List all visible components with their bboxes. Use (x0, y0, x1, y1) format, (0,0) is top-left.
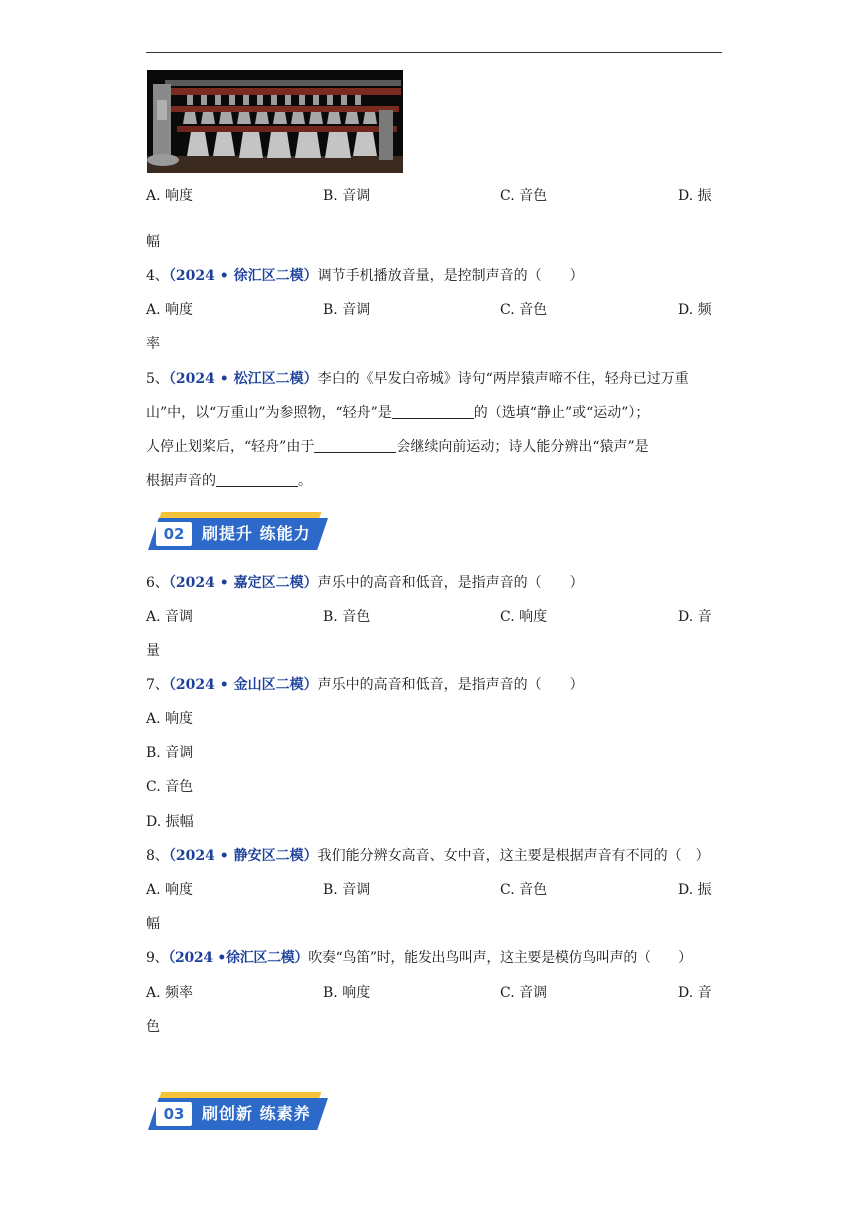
q4-source: （2024 • 徐汇区二模） (168, 268, 318, 284)
q8-stem (146, 846, 710, 866)
q8-option-a: A. 响度 (146, 882, 194, 898)
q3-option-d: D. 振 (678, 188, 712, 204)
q9-option-c: C. 音调 (500, 985, 548, 1001)
answer-blank-1[interactable] (392, 404, 474, 419)
q7-option-c: C. 音色 (146, 779, 194, 795)
q5-text-3b: 会继续向前运动；诗人能分辨出“猿声”是 (396, 439, 649, 455)
q3-option-d-wrap: 幅 (146, 234, 160, 250)
q7-number: 7、 (146, 677, 169, 693)
q8-option-d-wrap: 幅 (146, 916, 160, 932)
q4-text: 调节手机播放音量，是控制声音的（ ） (317, 268, 584, 284)
q5-text-3a: 人停止划桨后，“轻舟”由于 (146, 439, 315, 455)
q5-text-4a: 根据声音的 (146, 473, 216, 489)
q5-text-1: 李白的《早发白帝城》诗句“两岸猿声啼不住，轻舟已过万重 (317, 371, 689, 387)
q9-stem (146, 948, 692, 968)
q6-option-c: C. 响度 (500, 609, 548, 625)
q6-number: 6、 (146, 575, 169, 591)
q8-option-b: B. 音调 (323, 882, 371, 898)
q5-number: 5、 (146, 371, 169, 387)
q4-number: 4、 (146, 268, 169, 284)
section-number-badge: 03 (156, 1102, 192, 1126)
q3-option-b: B. 音调 (323, 188, 371, 204)
bianzhong-bells-image (147, 70, 403, 173)
q6-option-a: A. 音调 (146, 609, 194, 625)
q8-option-c: C. 音色 (500, 882, 548, 898)
q6-option-d-wrap: 量 (146, 643, 160, 659)
q9-option-a: A. 频率 (146, 985, 194, 1001)
section-banner-03 (148, 1092, 332, 1134)
q5-text-4b: 。 (298, 473, 312, 489)
q7-option-d: D. 振幅 (146, 814, 194, 830)
q8-number: 8、 (146, 848, 169, 864)
q6-option-d: D. 音 (678, 609, 712, 625)
q7-stem (146, 675, 584, 695)
q8-source: （2024 • 静安区二模） (168, 848, 318, 864)
q6-option-b: B. 音色 (323, 609, 371, 625)
section-banner-02 (148, 512, 332, 554)
q5-text-2a: 山”中，以“万重山”为参照物，“轻舟”是 (146, 405, 392, 421)
q4-option-a: A. 响度 (146, 302, 194, 318)
q5-line-4 (146, 471, 312, 491)
q5-line-1 (146, 369, 689, 389)
q7-option-a: A. 响度 (146, 711, 194, 727)
q9-text: 吹奏“鸟笛”时，能发出鸟叫声，这主要是模仿鸟叫声的（ ） (308, 950, 692, 966)
q9-option-d: D. 音 (678, 985, 712, 1001)
q8-option-d: D. 振 (678, 882, 712, 898)
q4-option-b: B. 音调 (323, 302, 371, 318)
q6-stem (146, 573, 584, 593)
q9-number: 9、 (146, 950, 169, 966)
q4-option-c: C. 音色 (500, 302, 548, 318)
q3-option-c: C. 音色 (500, 188, 548, 204)
q5-line-3 (146, 437, 649, 457)
answer-blank-3[interactable] (216, 472, 298, 487)
q4-option-d: D. 频 (678, 302, 712, 318)
answer-blank-2[interactable] (314, 438, 396, 453)
q4-option-d-wrap: 率 (146, 336, 160, 352)
section-title: 刷提升 练能力 (202, 524, 311, 543)
header-rule (146, 52, 722, 53)
q3-option-a: A. 响度 (146, 188, 194, 204)
section-title: 刷创新 练素养 (202, 1104, 311, 1123)
q6-text: 声乐中的高音和低音，是指声音的（ ） (317, 575, 584, 591)
q9-option-d-wrap: 色 (146, 1019, 160, 1035)
q5-line-2 (146, 403, 649, 423)
q5-text-2b: 的（选填“静止”或“运动”）； (473, 405, 650, 421)
q5-source: （2024 • 松江区二模） (168, 371, 318, 387)
q4-stem (146, 266, 584, 286)
bells-illustration (147, 70, 403, 173)
q7-text: 声乐中的高音和低音，是指声音的（ ） (317, 677, 584, 693)
section-number-badge: 02 (156, 522, 192, 546)
q6-source: （2024 • 嘉定区二模） (168, 575, 318, 591)
q9-option-b: B. 响度 (323, 985, 371, 1001)
q7-source: （2024 • 金山区二模） (168, 677, 318, 693)
q9-source: （2024 •徐汇区二模） (168, 950, 309, 966)
q8-text: 我们能分辨女高音、女中音，这主要是根据声音有不同的（ ） (317, 848, 710, 864)
q7-option-b: B. 音调 (146, 745, 194, 761)
